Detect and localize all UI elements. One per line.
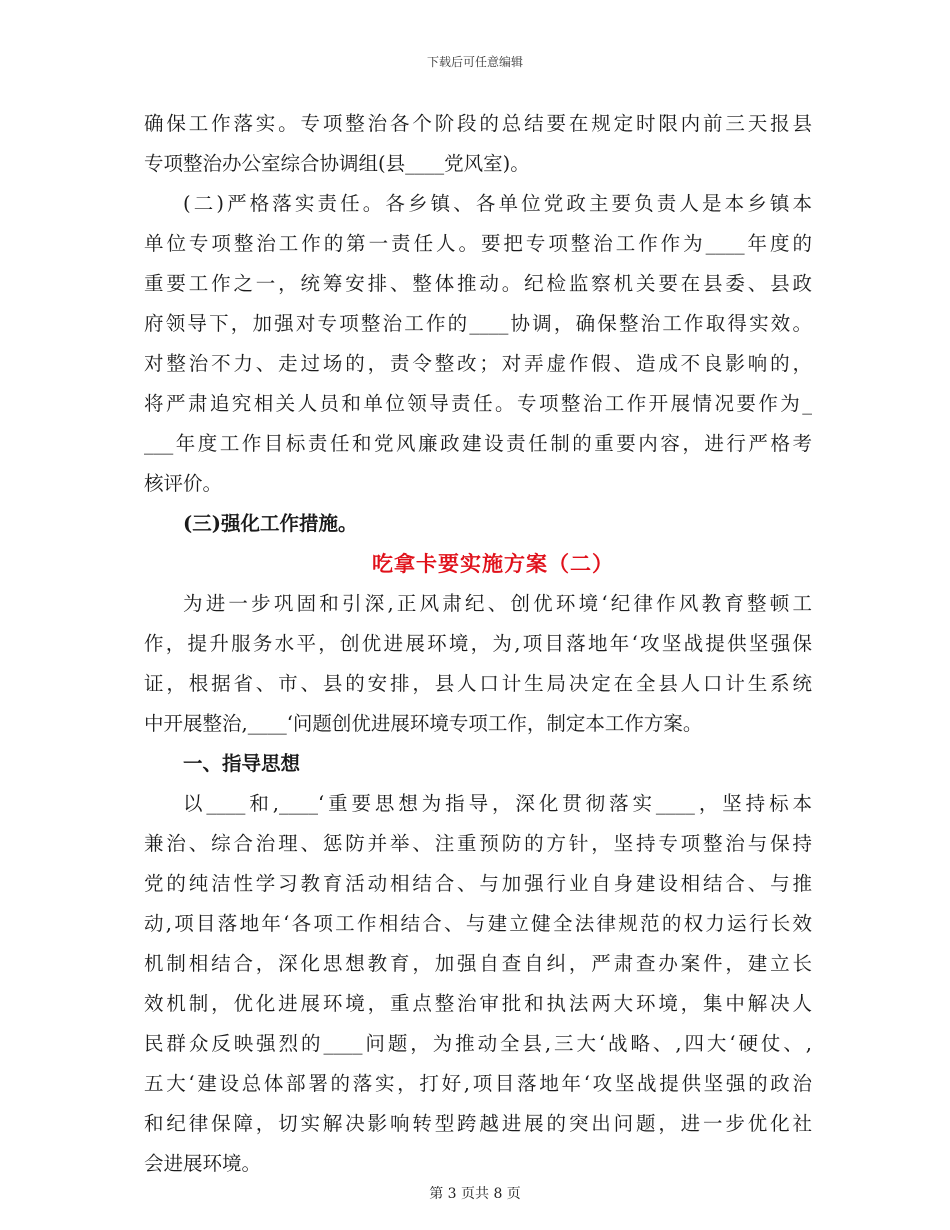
page-header: 下载后可任意编辑 (426, 55, 523, 69)
paragraph-line: 会进展环境。 (144, 1152, 262, 1175)
page-footer: 第 3 页共 8 页 (429, 1186, 521, 1202)
paragraph-line: 证，根据省、市、县的安排，县人口计生局决定在全县人口计生系统 (144, 672, 812, 695)
paragraph-line: 重要工作之一，统筹安排、整体推动。纪检监察机关要在县委、县政 (144, 272, 812, 295)
paragraph-line: 党的纯洁性学习教育活动相结合、与加强行业自身建设相结合、与推 (144, 872, 812, 895)
paragraph-line: 单位专项整治工作的第一责任人。要把专项整治工作作为____年度的 (144, 232, 812, 255)
paragraph-line: 将严肃追究相关人员和单位领导责任。专项整治工作开展情况要作为_ (144, 392, 812, 415)
paragraph-line: 核评价。 (144, 472, 223, 495)
paragraph-line: 和纪律保障，切实解决影响转型跨越进展的突出问题，进一步优化社 (144, 1112, 812, 1135)
paragraph-line: 为进一步巩固和引深,正风肃纪、创优环境‘纪律作风教育整顿工 (183, 592, 812, 615)
section-heading: (三)强化工作措施。 (183, 512, 358, 535)
paragraph-line: 确保工作落实。专项整治各个阶段的总结要在规定时限内前三天报县 (144, 112, 812, 135)
document-body (144, 104, 812, 1184)
section-heading: 一、指导思想 (183, 752, 301, 775)
document-title: 吃拿卡要实施方案（二） (372, 551, 614, 576)
paragraph-line: 动,项目落地年‘各项工作相结合、与建立健全法律规范的权力运行长效 (144, 912, 812, 935)
paragraph-line: 以____和,____‘重要思想为指导，深化贯彻落实____，坚持标本 (183, 792, 812, 815)
paragraph-line: 中开展整治,____‘问题创优进展环境专项工作，制定本工作方案。 (144, 712, 703, 735)
paragraph-line: ___年度工作目标责任和党风廉政建设责任制的重要内容，进行严格考 (144, 432, 812, 455)
paragraph-line: 对整治不力、走过场的，责令整改；对弄虚作假、造成不良影响的， (144, 352, 812, 375)
paragraph-line: 机制相结合，深化思想教育，加强自查自纠，严肃查办案件，建立长 (144, 952, 812, 975)
paragraph-line: 效机制，优化进展环境，重点整治审批和执法两大环境，集中解决人 (144, 992, 812, 1015)
paragraph-line: 府领导下，加强对专项整治工作的____协调，确保整治工作取得实效。 (144, 312, 812, 335)
paragraph-line: 专项整治办公室综合协调组(县____党风室)。 (144, 152, 530, 175)
paragraph-line: 作，提升服务水平，创优进展环境，为,项目落地年‘攻坚战提供坚强保 (144, 632, 812, 655)
paragraph-line: 五大‘建设总体部署的落实，打好,项目落地年‘攻坚战提供坚强的政治 (144, 1072, 812, 1095)
paragraph-line: (二)严格落实责任。各乡镇、各单位党政主要负责人是本乡镇本 (183, 192, 812, 215)
paragraph-line: 民群众反映强烈的____问题，为推动全县,三大‘战略、,四大‘硬仗、, (144, 1032, 812, 1055)
paragraph-line: 兼治、综合治理、惩防并举、注重预防的方针，坚持专项整治与保持 (144, 832, 812, 855)
